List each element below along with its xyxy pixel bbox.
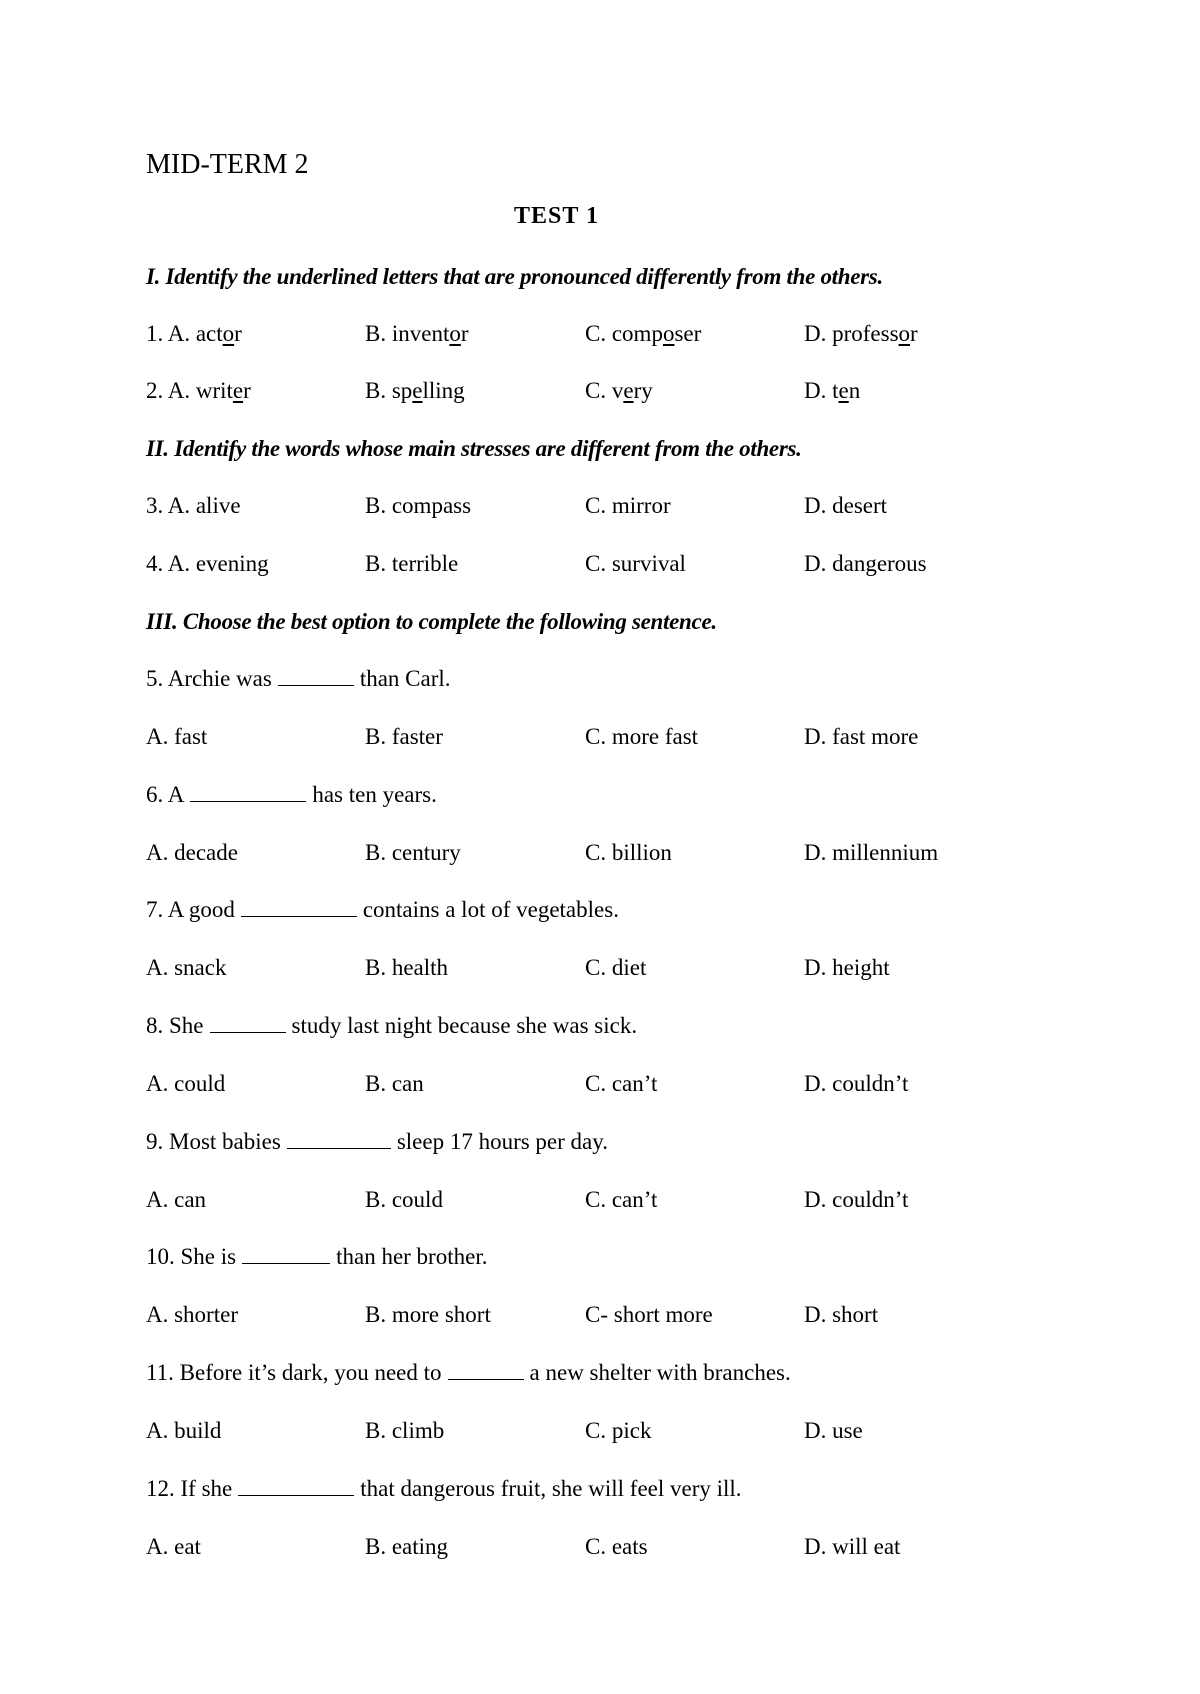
option-4c: C. survival bbox=[585, 551, 686, 576]
question-8-stem: 8. She study last night because she was sick. bbox=[146, 1013, 638, 1038]
option-3d: D. desert bbox=[804, 493, 888, 518]
option-12b: B. eating bbox=[365, 1534, 449, 1559]
option-9a: A. can bbox=[146, 1187, 207, 1212]
answer-blank[interactable] bbox=[448, 1359, 524, 1380]
option-5c: C. more fast bbox=[585, 724, 699, 749]
option-6c: C. billion bbox=[585, 840, 672, 865]
option-11d: D. use bbox=[804, 1418, 863, 1443]
section-heading-pronunciation: I. Identify the underlined letters that are pronounced differently from the others. bbox=[146, 264, 883, 289]
question-10-stem: 10. She is than her brother. bbox=[146, 1244, 488, 1269]
option-7d: D. height bbox=[804, 955, 890, 980]
question-11-stem: 11. Before it’s dark, you need to a new shelter with branches. bbox=[146, 1360, 791, 1385]
option-8b: B. can bbox=[365, 1071, 424, 1096]
question-row-3 bbox=[0, 490, 1200, 522]
option-10b: B. more short bbox=[365, 1302, 491, 1327]
option-4d: D. dangerous bbox=[804, 551, 927, 576]
question-6-stem: 6. A has ten years. bbox=[146, 782, 437, 807]
option-3a: 3. A. alive bbox=[146, 493, 241, 518]
option-5b: B. faster bbox=[365, 724, 443, 749]
option-11c: C. pick bbox=[585, 1418, 652, 1443]
question-9-stem: 9. Most babies sleep 17 hours per day. bbox=[146, 1129, 609, 1154]
option-12a: A. eat bbox=[146, 1534, 201, 1559]
option-5a: A. fast bbox=[146, 724, 208, 749]
option-9d: D. couldn’t bbox=[804, 1187, 909, 1212]
answer-blank[interactable] bbox=[278, 665, 354, 686]
option-7c: C. diet bbox=[585, 955, 647, 980]
question-row-1 bbox=[0, 318, 1200, 350]
option-1d: D. professor bbox=[804, 321, 918, 346]
section-heading-grammar: III. Choose the best option to complete the following sentence. bbox=[146, 609, 717, 634]
question-10-options bbox=[0, 1299, 1200, 1331]
option-4b: B. terrible bbox=[365, 551, 459, 576]
question-12-options bbox=[0, 1531, 1200, 1563]
option-1a: 1. A. actor bbox=[146, 321, 242, 346]
answer-blank[interactable] bbox=[210, 1012, 286, 1033]
option-2a: 2. A. writer bbox=[146, 378, 251, 403]
option-2d: D. ten bbox=[804, 378, 861, 403]
option-6b: B. century bbox=[365, 840, 461, 865]
option-9b: B. could bbox=[365, 1187, 443, 1212]
option-8d: D. couldn’t bbox=[804, 1071, 909, 1096]
option-10d: D. short bbox=[804, 1302, 879, 1327]
option-6a: A. decade bbox=[146, 840, 238, 865]
option-10c: C- short more bbox=[585, 1302, 713, 1327]
page-title: MID-TERM 2 bbox=[146, 149, 309, 180]
answer-blank[interactable] bbox=[241, 896, 357, 917]
answer-blank[interactable] bbox=[242, 1243, 330, 1264]
option-8c: C. can’t bbox=[585, 1071, 658, 1096]
question-7-options bbox=[0, 952, 1200, 984]
option-5d: D. fast more bbox=[804, 724, 919, 749]
question-11-options bbox=[0, 1415, 1200, 1447]
question-6-options bbox=[0, 837, 1200, 869]
option-11b: B. climb bbox=[365, 1418, 445, 1443]
test-title: TEST 1 bbox=[514, 203, 599, 229]
option-7b: B. health bbox=[365, 955, 449, 980]
answer-blank[interactable] bbox=[238, 1475, 354, 1496]
question-row-2 bbox=[0, 375, 1200, 407]
question-row-4 bbox=[0, 548, 1200, 580]
option-6d: D. millennium bbox=[804, 840, 939, 865]
option-4a: 4. A. evening bbox=[146, 551, 269, 576]
section-heading-stress: II. Identify the words whose main stresses are different from the others. bbox=[146, 436, 802, 461]
question-9-options bbox=[0, 1184, 1200, 1216]
question-5-stem: 5. Archie was than Carl. bbox=[146, 666, 451, 691]
option-12c: C. eats bbox=[585, 1534, 648, 1559]
question-8-options bbox=[0, 1068, 1200, 1100]
option-7a: A. snack bbox=[146, 955, 227, 980]
answer-blank[interactable] bbox=[190, 781, 306, 802]
option-11a: A. build bbox=[146, 1418, 222, 1443]
option-8a: A. could bbox=[146, 1071, 226, 1096]
option-3c: C. mirror bbox=[585, 493, 671, 518]
question-7-stem: 7. A good contains a lot of vegetables. bbox=[146, 897, 619, 922]
option-9c: C. can’t bbox=[585, 1187, 658, 1212]
option-1b: B. inventor bbox=[365, 321, 469, 346]
option-10a: A. shorter bbox=[146, 1302, 238, 1327]
option-2b: B. spelling bbox=[365, 378, 465, 403]
option-12d: D. will eat bbox=[804, 1534, 901, 1559]
option-3b: B. compass bbox=[365, 493, 472, 518]
option-2c: C. very bbox=[585, 378, 653, 403]
question-12-stem: 12. If she that dangerous fruit, she will feel very ill. bbox=[146, 1476, 742, 1501]
question-5-options bbox=[0, 721, 1200, 753]
answer-blank[interactable] bbox=[287, 1128, 391, 1149]
option-1c: C. composer bbox=[585, 321, 702, 346]
